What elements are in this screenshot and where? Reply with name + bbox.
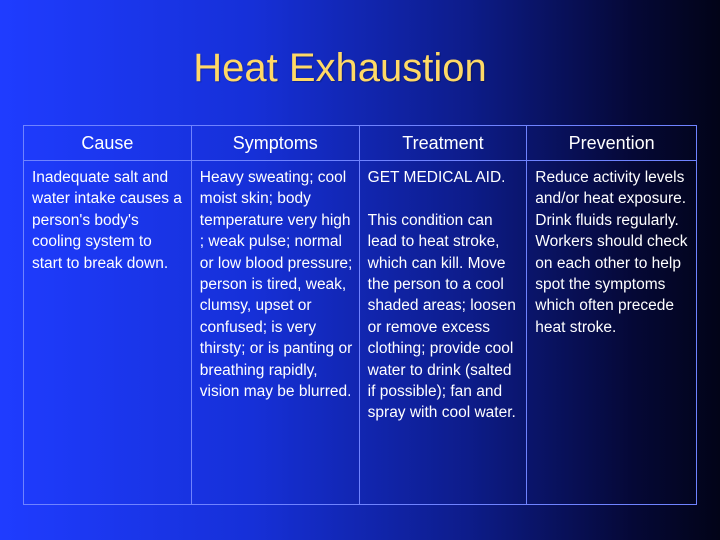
heat-exhaustion-table — [23, 125, 697, 505]
symptoms-text: Heavy sweating; cool moist skin; body temperature very high ; weak pulse; normal or low blood pressure; person is tired, weak, clumsy, upset or confused; is very thirsty; or is panting or breathing rapidly, vision may be blurred. — [199, 169, 353, 401]
treatment-text-1: GET MEDICAL AID. — [367, 169, 506, 186]
table-header-row — [24, 126, 697, 161]
header-treatment: Treatment — [359, 126, 527, 161]
slide-title: Heat Exhaustion — [193, 46, 487, 90]
cause-cell — [24, 161, 192, 505]
treatment-text-2: This condition can lead to heat stroke, which can kill. Move the person to a cool shaded areas; loosen or remove excess clothing; provide cool water to drink (salted if possible); fan and spray with cool water. — [367, 211, 516, 422]
prevention-cell — [527, 161, 697, 505]
cause-text: Inadequate salt and water intake causes a person's body's cooling system to start to break down. — [32, 169, 182, 272]
prevention-text: Reduce activity levels and/or heat exposure. Drink fluids regularly. Workers should check on each other to help spot the symptoms which often precede heat stroke. — [535, 169, 688, 336]
header-symptoms: Symptoms — [191, 126, 359, 161]
header-cause: Cause — [24, 126, 192, 161]
header-prevention: Prevention — [527, 126, 697, 161]
treatment-cell — [359, 161, 527, 505]
treatment-spacer — [368, 188, 521, 209]
symptoms-cell — [191, 161, 359, 505]
table-row — [24, 161, 697, 505]
